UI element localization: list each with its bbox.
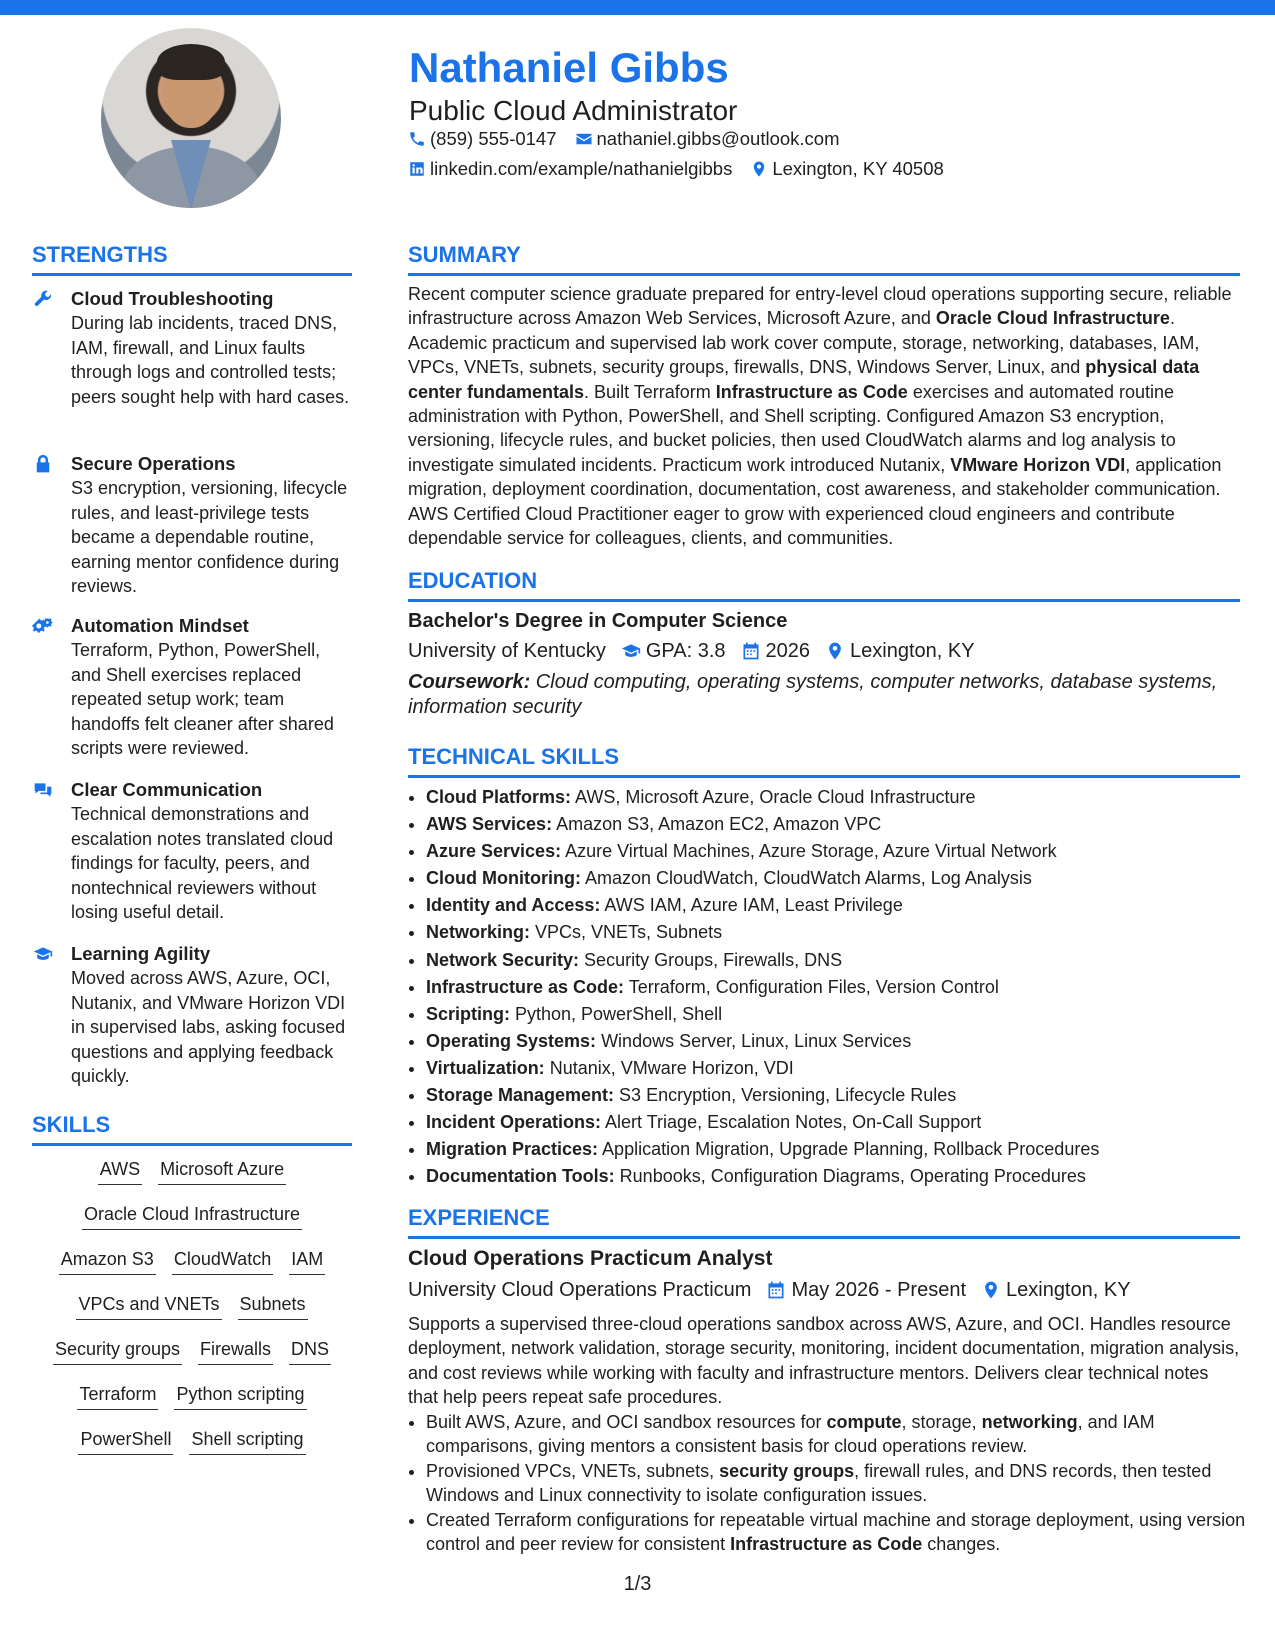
education-meta (408, 638, 989, 664)
skill-tag: Microsoft Azure (158, 1158, 286, 1185)
gpa-text: GPA: 3.8 (645, 640, 726, 662)
gears-icon (32, 616, 56, 636)
summary-run: . Built Terraform (584, 381, 716, 402)
strength-item (32, 452, 352, 599)
tag-row (32, 1383, 352, 1410)
skill-values: Alert Triage, Escalation Notes, On-Call Support (601, 1112, 982, 1133)
list-item (426, 1028, 1258, 1055)
bullet-run: , and IAM comparisons, giving mentors a consistent basis for cloud operations review. (426, 1412, 1155, 1457)
map-pin-icon (824, 641, 846, 661)
skill-category: Virtualization: (426, 1057, 545, 1078)
strength-title: Cloud Troubleshooting (71, 288, 274, 309)
bullet-run-bold: networking (981, 1412, 1078, 1432)
skill-tag: Oracle Cloud Infrastructure (82, 1203, 302, 1230)
strength-item (32, 942, 352, 1089)
employer-name: University Cloud Operations Practicum (408, 1279, 752, 1301)
strength-desc: During lab incidents, traced DNS, IAM, firewall, and Linux faults through logs and controlled tests; peers sought help with hard cases. (71, 313, 350, 407)
list-item (426, 974, 1258, 1001)
skill-values: AWS IAM, Azure IAM, Least Privilege (600, 895, 903, 916)
technical-skills-list (408, 784, 1258, 1190)
education-heading: EDUCATION (408, 567, 1240, 602)
coursework-label: Coursework: (408, 671, 531, 693)
strength-title: Learning Agility (71, 943, 211, 964)
location-item (750, 157, 943, 181)
location-text: Lexington, KY 40508 (772, 158, 944, 179)
skill-tag: CloudWatch (172, 1248, 273, 1275)
bullet-run-bold: security groups (719, 1460, 855, 1481)
skill-category: Operating Systems: (426, 1030, 597, 1051)
skill-tag: Firewalls (198, 1338, 273, 1365)
strength-title: Secure Operations (71, 453, 236, 474)
skill-values: VPCs, VNETs, Subnets (530, 922, 723, 943)
list-item (426, 1508, 1258, 1557)
skill-tag: PowerShell (78, 1428, 173, 1455)
envelope-icon (575, 130, 593, 148)
summary-run-bold: VMware Horizon VDI (950, 454, 1126, 475)
skill-tag: Amazon S3 (59, 1248, 156, 1275)
page-number: 1/3 (623, 1573, 652, 1595)
tag-row (32, 1428, 352, 1455)
strength-item (32, 778, 352, 925)
list-item (426, 811, 1258, 838)
job-location-item (980, 1277, 1131, 1303)
strength-desc: S3 encryption, versioning, lifecycle rules, and least-privilege tests became a dependable routine, earning mentor confidence during reviews. (71, 478, 348, 596)
skill-values: S3 Encryption, Versioning, Lifecycle Rules (614, 1085, 957, 1106)
strength-title: Automation Mindset (71, 615, 249, 636)
strength-desc: Moved across AWS, Azure, OCI, Nutanix, and VMware Horizon VDI in supervised labs, asking focused questions and applying feedback quickly. (71, 968, 346, 1086)
coursework (408, 670, 1240, 719)
skill-category: Storage Management: (426, 1085, 615, 1106)
profile-photo (101, 28, 281, 208)
linkedin-item[interactable] (408, 157, 732, 181)
list-item (426, 1410, 1258, 1459)
list-item (426, 1001, 1258, 1028)
grad-year-text: 2026 (765, 640, 811, 662)
skill-tag: Terraform (77, 1383, 158, 1410)
summary-run-bold: Oracle Cloud Infrastructure (935, 308, 1170, 329)
skill-category: Documentation Tools: (426, 1166, 615, 1187)
phone-item (408, 127, 557, 151)
strength-desc: Terraform, Python, PowerShell, and Shell exercises replaced repeated setup work; team handoffs felt cleaner after shared scripts were reviewed. (71, 640, 334, 758)
graduation-cap-icon (620, 641, 642, 661)
skill-values: Application Migration, Upgrade Planning, Rollback Procedures (598, 1139, 1100, 1160)
bullet-run: Provisioned VPCs, VNETs, subnets, (426, 1460, 720, 1481)
skill-tag: IAM (289, 1248, 325, 1275)
bullet-run-bold: compute (826, 1412, 902, 1432)
bullet-run-bold: Infrastructure as Code (730, 1534, 923, 1555)
skill-category: Scripting: (426, 1003, 510, 1024)
tag-row (32, 1203, 352, 1230)
skill-category: Network Security: (426, 949, 580, 970)
skill-values: Amazon S3, Amazon EC2, Amazon VPC (552, 814, 882, 835)
skill-tag: Subnets (238, 1293, 308, 1320)
school-location-text: Lexington, KY (850, 640, 975, 662)
job-dates-text: May 2026 - Present (791, 1279, 966, 1301)
list-item (426, 838, 1258, 865)
school-location-item (824, 638, 975, 664)
summary-run-bold: Infrastructure as Code (715, 381, 908, 402)
job-description: Supports a supervised three-cloud operations sandbox across AWS, Azure, and OCI. Handles resource deployment, network validation, storage security, monitoring, incident documentation, migration analysis, and cost reviews while working with faculty and infrastructure mentors. Delivers clear technical notes that help peers repeat safe procedures. (408, 1314, 1240, 1408)
school-name: University of Kentucky (408, 640, 606, 662)
skill-tag: AWS (98, 1158, 142, 1185)
calendar-icon (765, 1280, 787, 1300)
summary-heading: SUMMARY (408, 241, 1240, 276)
summary-text (408, 282, 1240, 550)
email-item[interactable] (575, 127, 840, 151)
tag-row (32, 1293, 352, 1320)
linkedin-text[interactable]: linkedin.com/example/nathanielgibbs (430, 158, 733, 179)
skill-values: AWS, Microsoft Azure, Oracle Cloud Infrastructure (571, 787, 976, 807)
skill-category: Cloud Monitoring: (426, 868, 581, 889)
list-item (426, 1082, 1258, 1109)
list-item (426, 1459, 1258, 1508)
list-item (426, 784, 1258, 811)
job-bullets (408, 1410, 1258, 1556)
job-title: Public Cloud Administrator (409, 95, 738, 126)
skill-category: AWS Services: (426, 814, 553, 835)
job-location-text: Lexington, KY (1006, 1279, 1131, 1301)
wrench-icon (32, 289, 56, 309)
list-item (426, 1109, 1258, 1136)
skill-values: Windows Server, Linux, Linux Services (596, 1030, 912, 1051)
bullet-run: Built AWS, Azure, and OCI sandbox resources for (426, 1412, 827, 1432)
skill-category: Incident Operations: (426, 1112, 602, 1133)
skill-category: Azure Services: (426, 841, 562, 862)
list-item (426, 1163, 1258, 1190)
bullet-run: changes. (922, 1534, 1001, 1555)
email-text[interactable]: nathaniel.gibbs@outlook.com (596, 128, 840, 149)
grad-year-item (740, 638, 811, 664)
strength-item (32, 614, 352, 761)
strength-desc: Technical demonstrations and escalation notes translated cloud findings for faculty, peers, and nontechnical reviewers without losing useful detail. (71, 804, 334, 922)
list-item (426, 892, 1258, 919)
skill-tag: Python scripting (174, 1383, 306, 1410)
bullet-run: Created Terraform configurations for repeatable virtual machine and storage deployment, using version control and peer review for consistent (426, 1509, 1246, 1555)
contact-row-2 (408, 157, 962, 181)
skill-category: Networking: (426, 922, 531, 943)
degree-title: Bachelor's Degree in Computer Science (408, 610, 788, 632)
graduation-cap-icon (32, 944, 56, 964)
bullet-run: , firewall rules, and DNS records, then tested Windows and Linux connectivity to isolate configuration issues. (426, 1460, 1212, 1506)
summary-run-bold: physical data center fundamentals (408, 357, 1200, 402)
list-item (426, 1055, 1258, 1082)
list-item (426, 1136, 1258, 1163)
skill-tag: VPCs and VNETs (76, 1293, 221, 1320)
phone-text: (859) 555-0147 (430, 128, 557, 149)
skill-values: Nutanix, VMware Horizon, VDI (544, 1057, 794, 1078)
skill-category: Infrastructure as Code: (426, 976, 625, 997)
technical-skills-heading: TECHNICAL SKILLS (408, 743, 1240, 778)
list-item (426, 919, 1258, 946)
skill-category: Cloud Platforms: (426, 787, 572, 807)
summary-run: . Academic practicum and supervised lab work cover compute, storage, networking, databases, IAM, VPCs, VNETs, subnets, security groups, firewalls, DNS, Windows Server, Linux, and (408, 308, 1200, 378)
job-dates-item (765, 1277, 966, 1303)
tag-row (32, 1158, 352, 1185)
strengths-heading: STRENGTHS (32, 241, 352, 276)
bullet-run: , storage, (901, 1412, 982, 1432)
candidate-name: Nathaniel Gibbs (409, 44, 729, 91)
contact-row-1 (408, 127, 858, 151)
skill-tag: Shell scripting (189, 1428, 305, 1455)
gpa-item (620, 638, 726, 664)
job-meta (408, 1277, 1145, 1303)
skills-heading: SKILLS (32, 1111, 352, 1146)
skill-values: Python, PowerShell, Shell (510, 1003, 723, 1024)
tag-row (32, 1248, 352, 1275)
calendar-icon (740, 641, 762, 661)
strength-item (32, 287, 352, 409)
summary-run: , application migration, deployment coordination, documentation, cost awareness, and stakeholder communication. AWS Certified Cloud Practitioner eager to grow with experienced cloud engineers and contribute dependable service for colleagues, clients, and communities. (408, 454, 1222, 549)
coursework-list: Cloud computing, operating systems, computer networks, database systems, information security (408, 671, 1218, 718)
summary-run: exercises and automated routine administration with Python, PowerShell, and Shell scripting. Configured Amazon S3 encryption, versioning, lifecycle rules, and bucket policies, then used CloudWatch alarms and log analysis to investigate simulated incidents. Practicum work introduced Nutanix, (408, 381, 1176, 475)
list-item (426, 865, 1258, 892)
strength-title: Clear Communication (71, 779, 263, 800)
experience-heading: EXPERIENCE (408, 1204, 1240, 1239)
linkedin-icon (408, 160, 426, 178)
summary-run: Recent computer science graduate prepared for entry-level cloud operations supporting secure, reliable infrastructure across Amazon Web Services, Microsoft Azure, and (408, 284, 1232, 329)
job-role: Cloud Operations Practicum Analyst (408, 1247, 773, 1270)
skill-category: Migration Practices: (426, 1139, 599, 1160)
list-item (426, 947, 1258, 974)
map-pin-icon (750, 160, 768, 178)
lock-icon (32, 454, 56, 474)
map-pin-icon (980, 1280, 1002, 1300)
skill-values: Azure Virtual Machines, Azure Storage, Azure Virtual Network (561, 841, 1057, 862)
skill-values: Amazon CloudWatch, CloudWatch Alarms, Log Analysis (580, 868, 1032, 889)
skill-tags (32, 1158, 352, 1473)
skill-values: Security Groups, Firewalls, DNS (579, 949, 843, 970)
top-accent-bar (0, 0, 1275, 15)
tag-row (32, 1338, 352, 1365)
skill-values: Terraform, Configuration Files, Version Control (624, 976, 999, 997)
skill-tag: DNS (289, 1338, 331, 1365)
comments-icon (32, 780, 56, 800)
skill-tag: Security groups (53, 1338, 182, 1365)
skill-category: Identity and Access: (426, 895, 601, 916)
skill-values: Runbooks, Configuration Diagrams, Operating Procedures (614, 1166, 1086, 1187)
phone-icon (408, 130, 426, 148)
